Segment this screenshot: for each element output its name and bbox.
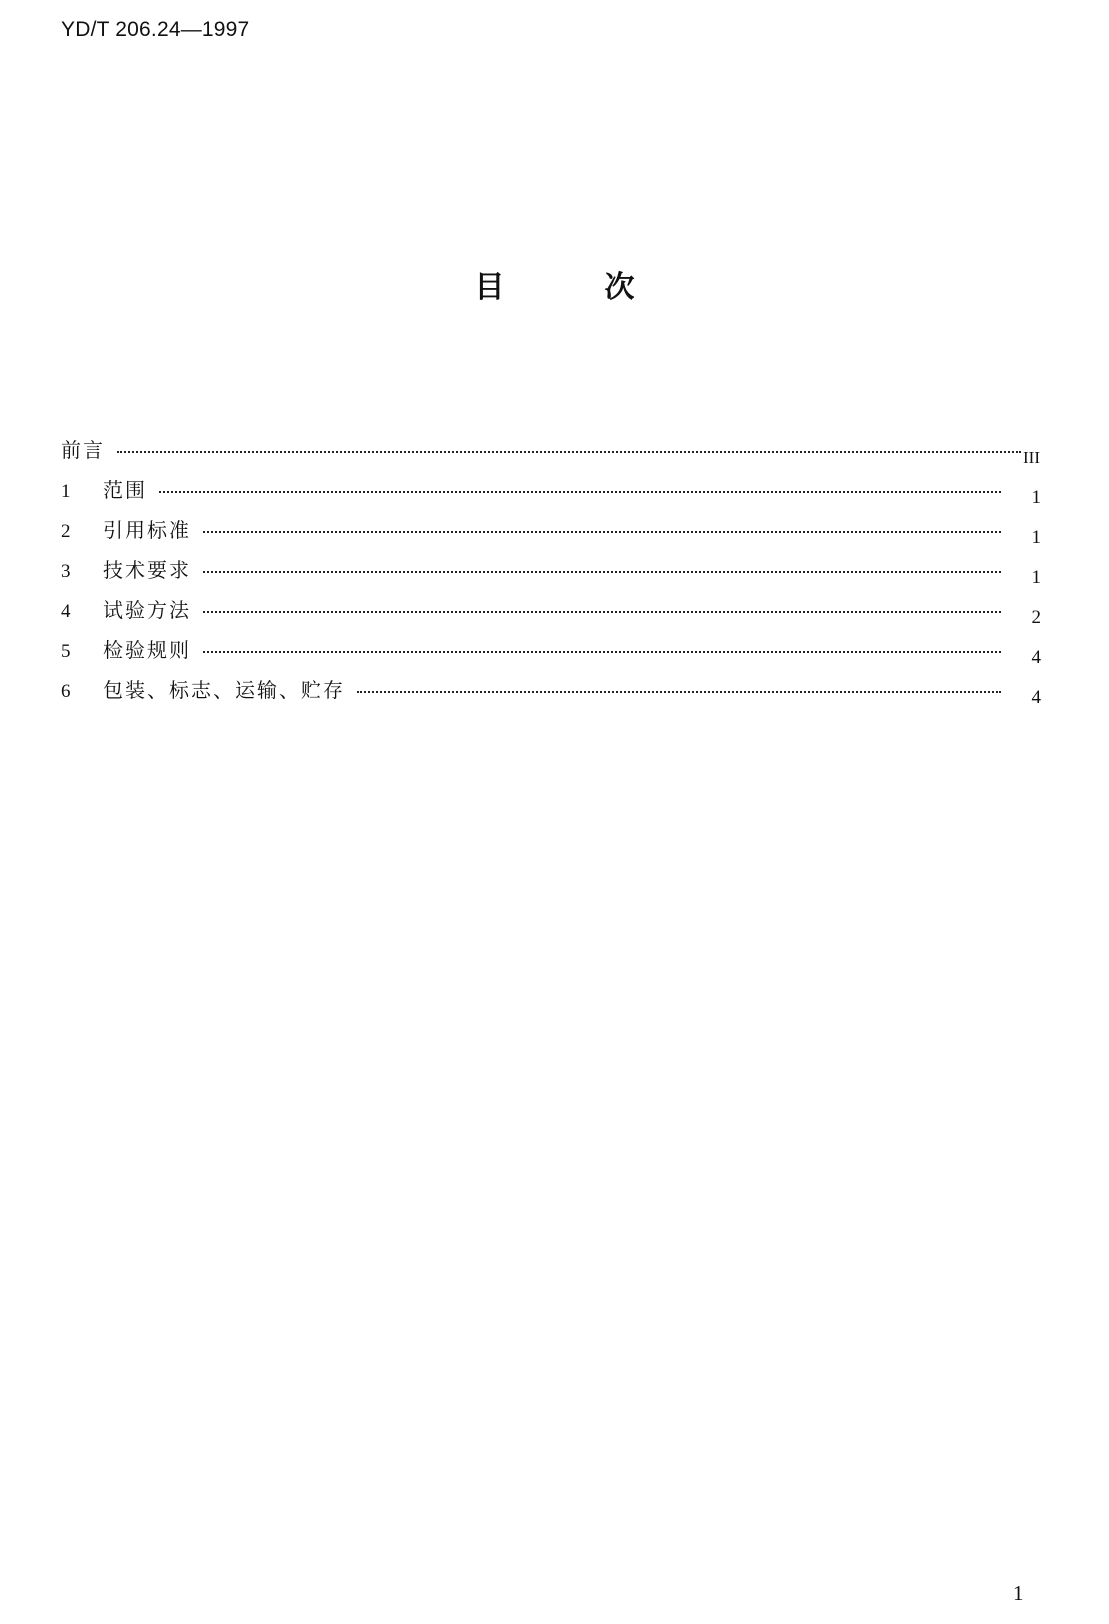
toc-entry-page: 1 (1031, 487, 1041, 508)
toc-entry-title: 试验方法 (103, 598, 191, 622)
toc-entry-number: 6 (61, 681, 71, 702)
toc-entry-number: 3 (61, 561, 71, 582)
toc-entry-page: 2 (1031, 607, 1041, 628)
page-title: 目次 (474, 270, 735, 305)
toc-entry-scope[interactable] (61, 474, 1041, 514)
toc-entry-title: 技术要求 (103, 558, 191, 582)
toc-entry-page: III (1023, 448, 1040, 467)
toc-entry-packaging-storage[interactable] (61, 674, 1041, 714)
toc-entry-page: 1 (1031, 567, 1041, 588)
dot-leader (203, 649, 1001, 653)
toc-entry-preface[interactable] (61, 434, 1041, 474)
toc-entry-inspection-rules[interactable] (61, 634, 1041, 674)
dot-leader (203, 529, 1001, 533)
toc-entry-normative-references[interactable] (61, 514, 1041, 554)
toc-entry-page: 4 (1031, 647, 1041, 668)
toc-entry-technical-requirements[interactable] (61, 554, 1041, 594)
dot-leader (159, 489, 1001, 493)
toc-entry-title: 前言 (61, 438, 105, 462)
toc-entry-title: 引用标准 (103, 518, 191, 542)
dot-leader (117, 449, 1021, 453)
dot-leader (203, 609, 1001, 613)
toc-entry-number: 5 (61, 641, 71, 662)
toc-entry-number: 4 (61, 601, 71, 622)
toc-entry-number: 1 (61, 481, 71, 502)
dot-leader (357, 689, 1001, 693)
toc-entry-title: 检验规则 (103, 638, 191, 662)
toc-entry-page: 4 (1031, 687, 1041, 708)
dot-leader (203, 569, 1001, 573)
toc-entry-test-methods[interactable] (61, 594, 1041, 634)
page-number: 1 (1013, 1581, 1024, 1605)
document-code: YD/T 206.24—1997 (61, 18, 250, 41)
toc-entry-title: 范围 (103, 478, 147, 502)
table-of-contents (61, 434, 1041, 714)
toc-entry-title: 包装、标志、运输、贮存 (103, 678, 345, 702)
toc-entry-page: 1 (1031, 527, 1041, 548)
toc-entry-number: 2 (61, 521, 71, 542)
